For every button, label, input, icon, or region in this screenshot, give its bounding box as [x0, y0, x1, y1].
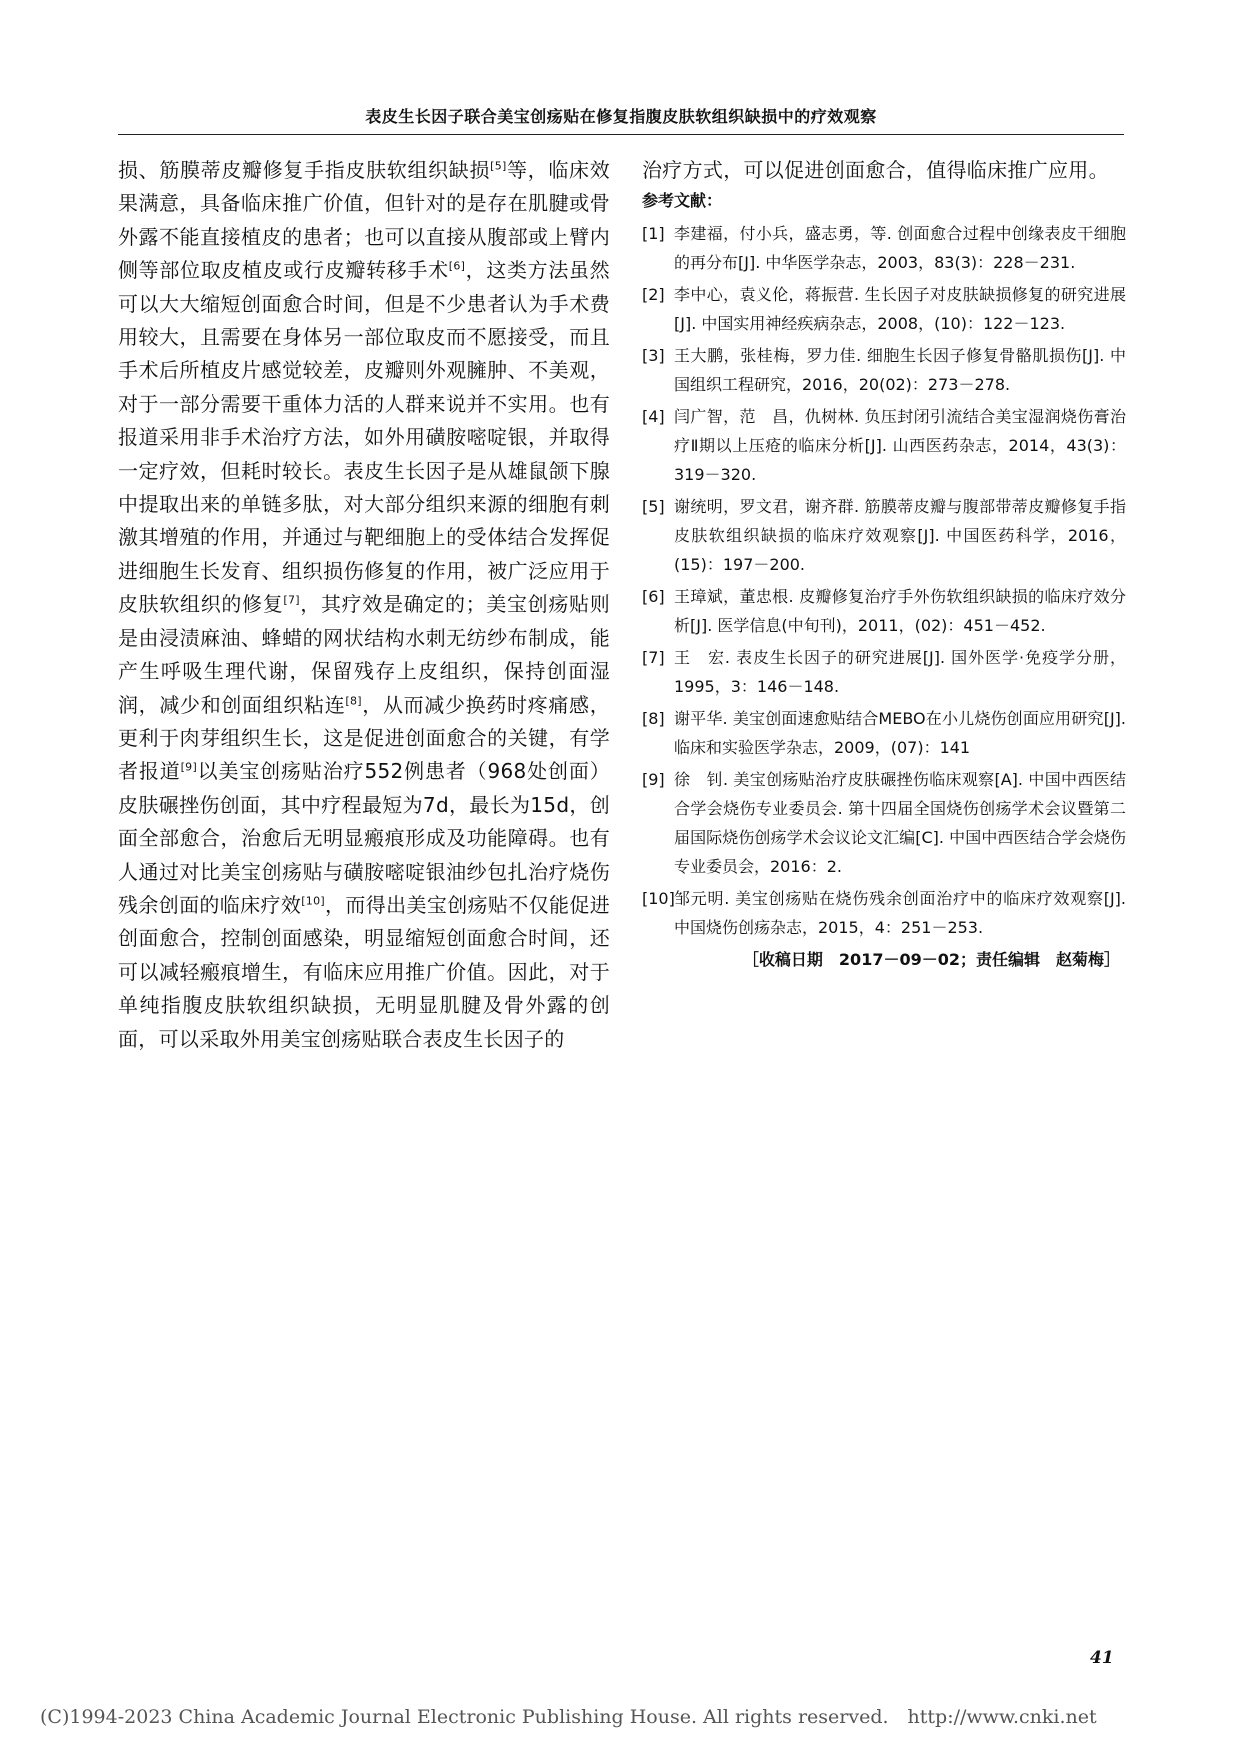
reference-item: [642, 402, 1126, 489]
references-heading: 参考文献：: [642, 191, 723, 211]
citation-marker: [9]: [180, 760, 198, 774]
left-column: [118, 154, 610, 1056]
reference-number: [7]: [642, 648, 665, 668]
reference-number: [3]: [642, 346, 665, 366]
reference-item: [642, 219, 1126, 277]
reference-text: 王大鹏，张桂梅，罗力佳. 细胞生长因子修复骨骼肌损伤[J]. 中国组织工程研究，2016，20(02)：273－278.: [674, 346, 1126, 395]
body-paragraph: 损、筋膜蒂皮瓣修复手指皮肤软组织缺损[5]等，临床效果满意，具备临床推广价值，但针对的是存在肌腱或骨外露不能直接植皮的患者；也可以直接从腹部或上臂内侧等部位取皮植皮或行皮瓣转移手术[6]，这类方法虽然可以大大缩短创面愈合时间，但是不少患者认为手术费用较大，且需要在身体另一部位取皮而不愿接受，而且手术后所植皮片感觉较差，皮瓣则外观臃肿、不美观，对于一部分需要干重体力活的人群来说并不实用。也有报道采用非手术治疗方法，如外用磺胺嘧啶银，并取得一定疗效，但耗时较长。表皮生长因子是从雄鼠颌下腺中提取出来的单链多肽，对大部分组织来源的细胞有刺激其增殖的作用，并通过与靶细胞上的受体结合发挥促进细胞生长发育、组织损伤修复的作用，被广泛应用于皮肤软组织的修复[7]，其疗效是确定的；美宝创疡贴则是由浸渍麻油、蜂蜡的网状结构水刺无纺纱布制成，能产生呼吸生理代谢，保留残存上皮组织，保持创面湿润，减少和创面组织粘连[8]，从而减少换药时疼痛感，更利于肉芽组织生长，这是促进创面愈合的关键，有学者报道[9]以美宝创疡贴治疗552例患者（968处创面）皮肤碾挫伤创面，其中疗程最短为7d，最长为15d，创面全部愈合，治愈后无明显瘢痕形成及功能障碍。也有人通过对比美宝创疡贴与磺胺嘧啶银油纱包扎治疗烧伤残余创面的临床疗效[10]，而得出美宝创疡贴不仅能促进创面愈合，控制创面感染，明显缩短创面愈合时间，还可以减轻瘢痕增生，有临床应用推广价值。因此，对于单纯指腹皮肤软组织缺损，无明显肌腱及骨外露的创面，可以采取外用美宝创疡贴联合表皮生长因子的: [118, 158, 611, 1051]
running-header: 表皮生长因子联合美宝创疡贴在修复指腹皮肤软组织缺损中的疗效观察: [365, 107, 877, 126]
citation-marker: [5]: [490, 159, 507, 173]
reference-number: [6]: [642, 587, 665, 607]
reference-item: [642, 280, 1126, 338]
copyright-notice: (C)1994-2023 China Academic Journal Electronic Publishing House. All rights reserved. http://www.cnki.net: [40, 1706, 1097, 1728]
citation-marker: [7]: [283, 593, 300, 607]
right-column: [642, 154, 1126, 974]
reference-text: 李建福，付小兵，盛志勇，等. 创面愈合过程中创缘表皮干细胞的再分布[J]. 中华医学杂志，2003，83(3)：228－231.: [674, 224, 1126, 273]
reference-item: [642, 341, 1126, 399]
reference-text: 谢统明，罗文君，谢齐群. 筋膜蒂皮瓣与腹部带蒂皮瓣修复手指皮肤软组织缺损的临床疗效观察[J]. 中国医药科学，2016，(15)：197－200.: [674, 497, 1126, 575]
reference-number: [9]: [642, 770, 665, 790]
reference-text: 王 宏. 表皮生长因子的研究进展[J]. 国外医学·免疫学分册，1995，3：146－148.: [674, 648, 1126, 697]
citation-marker: [8]: [345, 693, 362, 707]
reference-text: 徐 钊. 美宝创疡贴治疗皮肤碾挫伤临床观察[A]. 中国中西医结合学会烧伤专业委员会. 第十四届全国烧伤创疡学术会议暨第二届国际烧伤创疡学术会议论文汇编[C]. 中国中西医结合学会烧伤专业委员会，2016：2.: [674, 770, 1126, 877]
reference-item: [642, 492, 1126, 579]
reference-text: 谢平华. 美宝创面速愈贴结合MEBO在小儿烧伤创面应用研究[J]. 临床和实验医学杂志，2009，(07)：141: [674, 709, 1126, 758]
body-continuation: 治疗方式，可以促进创面愈合，值得临床推广应用。: [642, 158, 1109, 182]
citation-marker: [10]: [301, 894, 325, 908]
reference-number: [2]: [642, 285, 665, 305]
reference-item: [642, 643, 1126, 701]
header-rule: [118, 134, 1124, 135]
page-number: 41: [1090, 1648, 1114, 1668]
references-list: [642, 219, 1126, 942]
reference-text: 邹元明. 美宝创疡贴在烧伤残余创面治疗中的临床疗效观察[J]. 中国烧伤创疡杂志，2015，4：251－253.: [674, 889, 1126, 938]
reference-number: [5]: [642, 497, 665, 517]
reference-text: 李中心，袁义伦，蒋振营. 生长因子对皮肤缺损修复的研究进展[J]. 中国实用神经疾病杂志，2008，(10)：122－123.: [674, 285, 1126, 334]
reference-text: 王璋斌，董忠根. 皮瓣修复治疗手外伤软组织缺损的临床疗效分析[J]. 医学信息(中旬刊)，2011，(02)：451－452.: [674, 587, 1126, 636]
received-date-note: ［收稿日期 2017－09－02；责任编辑 赵菊梅］: [742, 950, 1120, 970]
reference-number: [10]: [642, 889, 675, 909]
reference-number: [1]: [642, 224, 665, 244]
reference-item: [642, 884, 1126, 942]
reference-item: [642, 765, 1126, 881]
reference-number: [8]: [642, 709, 665, 729]
citation-marker: [6]: [448, 259, 466, 273]
reference-item: [642, 582, 1126, 640]
reference-item: [642, 704, 1126, 762]
reference-number: [4]: [642, 407, 665, 427]
reference-text: 闫广智，范 昌，仇树林. 负压封闭引流结合美宝湿润烧伤膏治疗Ⅱ期以上压疮的临床分析[J]. 山西医药杂志，2014，43(3)：319－320.: [674, 407, 1126, 485]
